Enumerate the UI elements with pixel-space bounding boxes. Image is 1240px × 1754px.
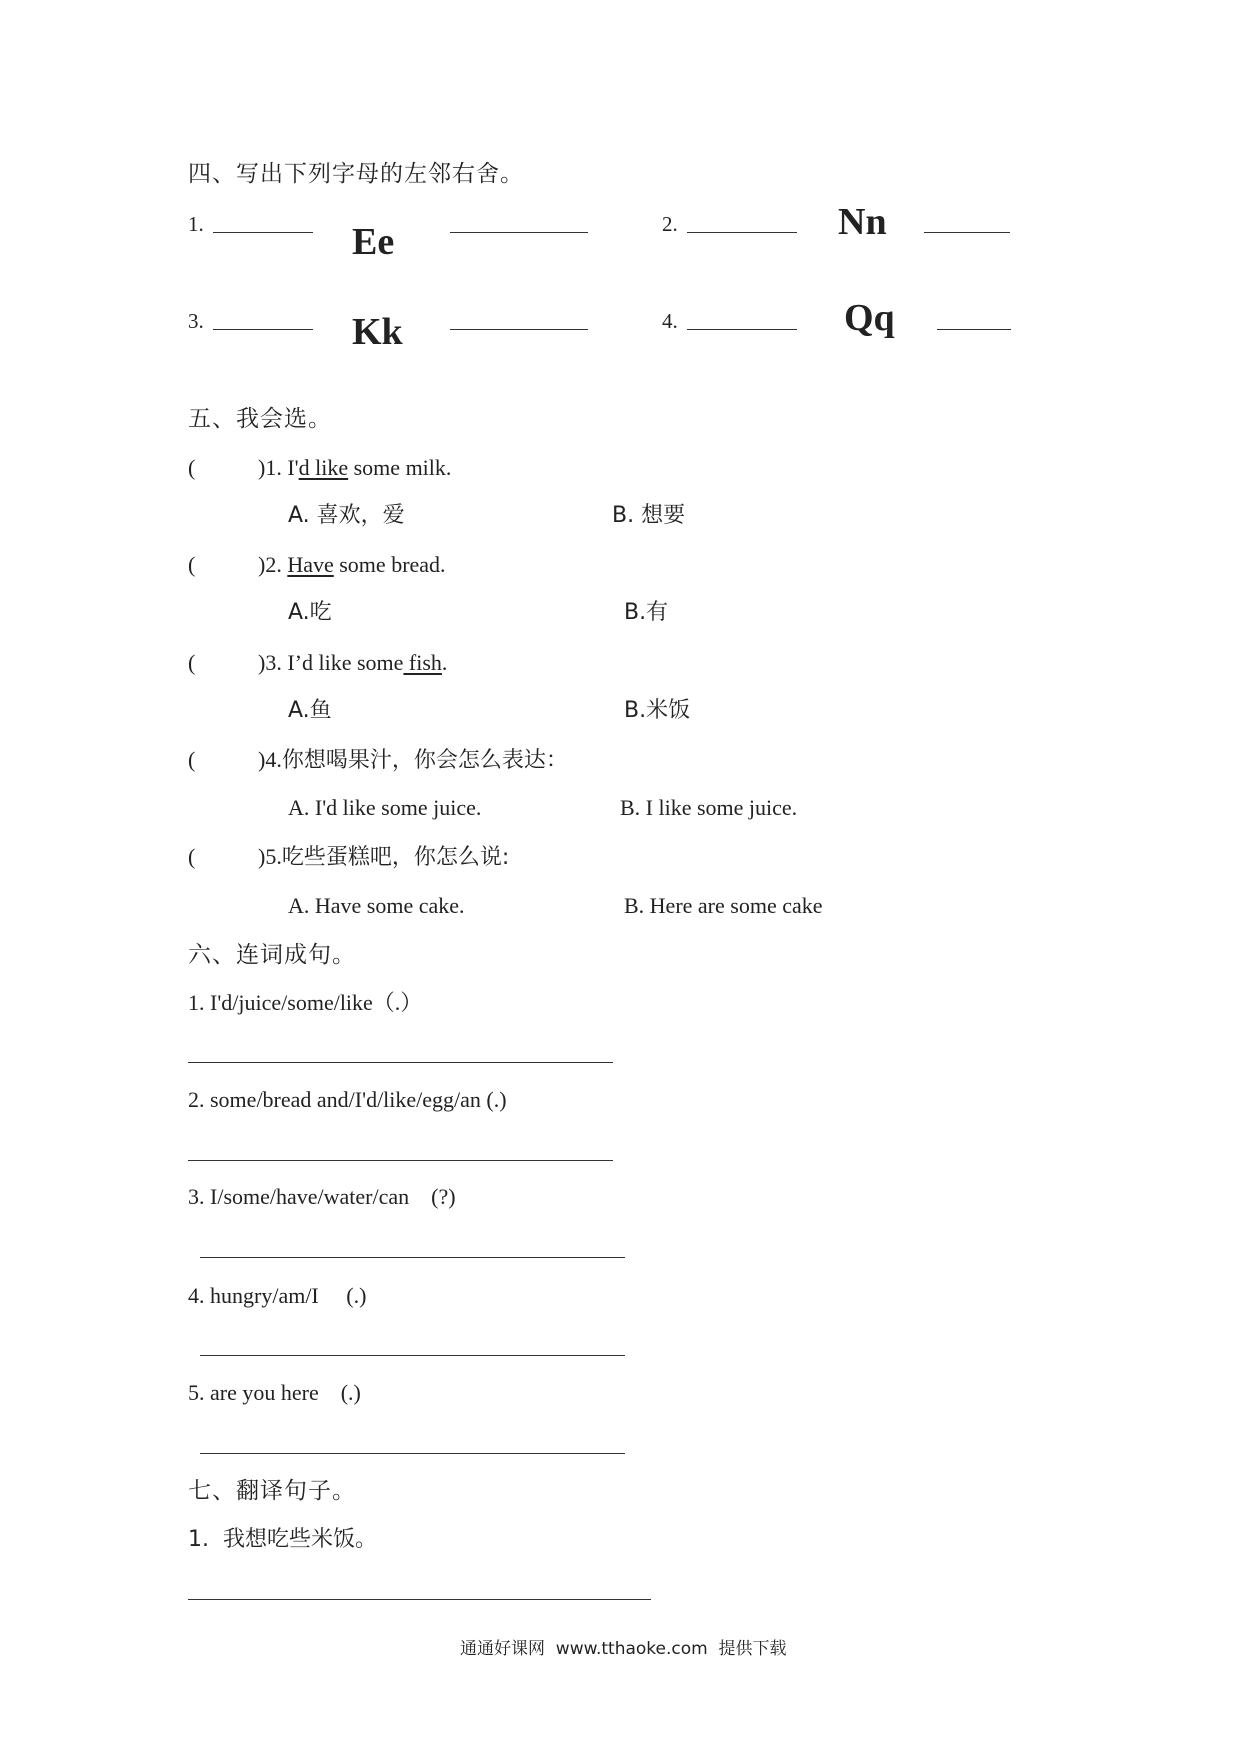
reorder-item: 3. I/some/have/water/can (?) [188, 1184, 456, 1209]
answer-blank[interactable] [450, 232, 588, 233]
question-number: )3. [258, 650, 282, 675]
answer-line[interactable] [200, 1453, 625, 1454]
answer-blank[interactable] [450, 329, 588, 330]
answer-blank[interactable] [937, 329, 1011, 330]
option-b[interactable]: B. I like some juice. [620, 795, 798, 820]
question-text: 吃些蛋糕吧，你怎么说: [281, 845, 510, 870]
section5-heading: 五、我会选。 [188, 406, 332, 432]
answer-blank[interactable] [213, 329, 313, 330]
question-text: some bread. [333, 552, 446, 577]
question-5 [258, 842, 509, 873]
question-number: )4. [258, 747, 282, 772]
option-b[interactable]: B.有 [624, 600, 669, 625]
reorder-item: 4. hungry/am/I (.) [188, 1283, 367, 1308]
answer-paren[interactable]: ( [188, 650, 196, 675]
letter-item-number: 2. [662, 212, 678, 236]
option-a[interactable]: A.鱼 [288, 698, 332, 723]
answer-paren[interactable]: ( [188, 747, 196, 772]
reorder-item: 1. I'd/juice/some/like（.） [188, 990, 423, 1015]
question-number: )5. [258, 844, 282, 869]
underlined-word: d like [298, 455, 349, 480]
option-b[interactable]: B. Here are some cake [624, 893, 823, 918]
answer-blank[interactable] [924, 232, 1010, 233]
reorder-item: 2. some/bread and/I'd/like/egg/an (.) [188, 1087, 507, 1112]
answer-blank[interactable] [687, 329, 797, 330]
letter-item-number: 1. [188, 212, 204, 236]
answer-paren[interactable]: ( [188, 844, 196, 869]
answer-line[interactable] [188, 1160, 613, 1161]
option-b[interactable]: B.米饭 [624, 698, 691, 723]
underlined-word: fish [403, 650, 442, 675]
option-a[interactable]: A. Have some cake. [288, 893, 465, 918]
letter-pair: Kk [352, 311, 403, 353]
question-3 [258, 648, 447, 678]
question-1 [258, 453, 451, 483]
answer-line[interactable] [200, 1355, 625, 1356]
letter-pair: Ee [352, 221, 395, 263]
question-text: . [441, 650, 448, 675]
answer-line[interactable] [200, 1257, 625, 1258]
section4-heading: 四、写出下列字母的左邻右舍。 [188, 161, 524, 187]
answer-line[interactable] [188, 1599, 651, 1600]
letter-pair: Qq [844, 297, 895, 339]
section7-heading: 七、翻译句子。 [188, 1478, 356, 1504]
answer-blank[interactable] [213, 232, 313, 233]
section6-heading: 六、连词成句。 [188, 942, 356, 968]
letter-item-number: 4. [662, 309, 678, 333]
answer-line[interactable] [188, 1062, 613, 1063]
question-number: )1. [258, 455, 282, 480]
question-text: 你想喝果汁，你会怎么表达： [281, 748, 568, 773]
letter-pair: Nn [838, 201, 887, 243]
letter-item-number: 3. [188, 309, 204, 333]
option-a[interactable]: A.吃 [288, 600, 332, 625]
question-4 [258, 745, 568, 776]
option-a[interactable]: A. I'd like some juice. [288, 795, 482, 820]
answer-paren[interactable]: ( [188, 455, 196, 480]
question-text: I’d like some [281, 650, 404, 675]
option-a[interactable]: A. 喜欢，爱 [288, 503, 405, 528]
question-text: I' [281, 455, 299, 480]
answer-paren[interactable]: ( [188, 552, 196, 577]
footer-credit: 通通好课网 www.tthaoke.com 提供下载 [460, 1639, 787, 1659]
question-text: some milk. [348, 455, 452, 480]
translate-item: 1. 我想吃些米饭。 [188, 1527, 377, 1552]
question-number: )2. [258, 552, 282, 577]
option-b[interactable]: B. 想要 [612, 503, 686, 528]
question-2 [258, 550, 446, 580]
answer-blank[interactable] [687, 232, 797, 233]
underlined-word: Have [287, 552, 334, 577]
reorder-item: 5. are you here (.) [188, 1380, 361, 1405]
